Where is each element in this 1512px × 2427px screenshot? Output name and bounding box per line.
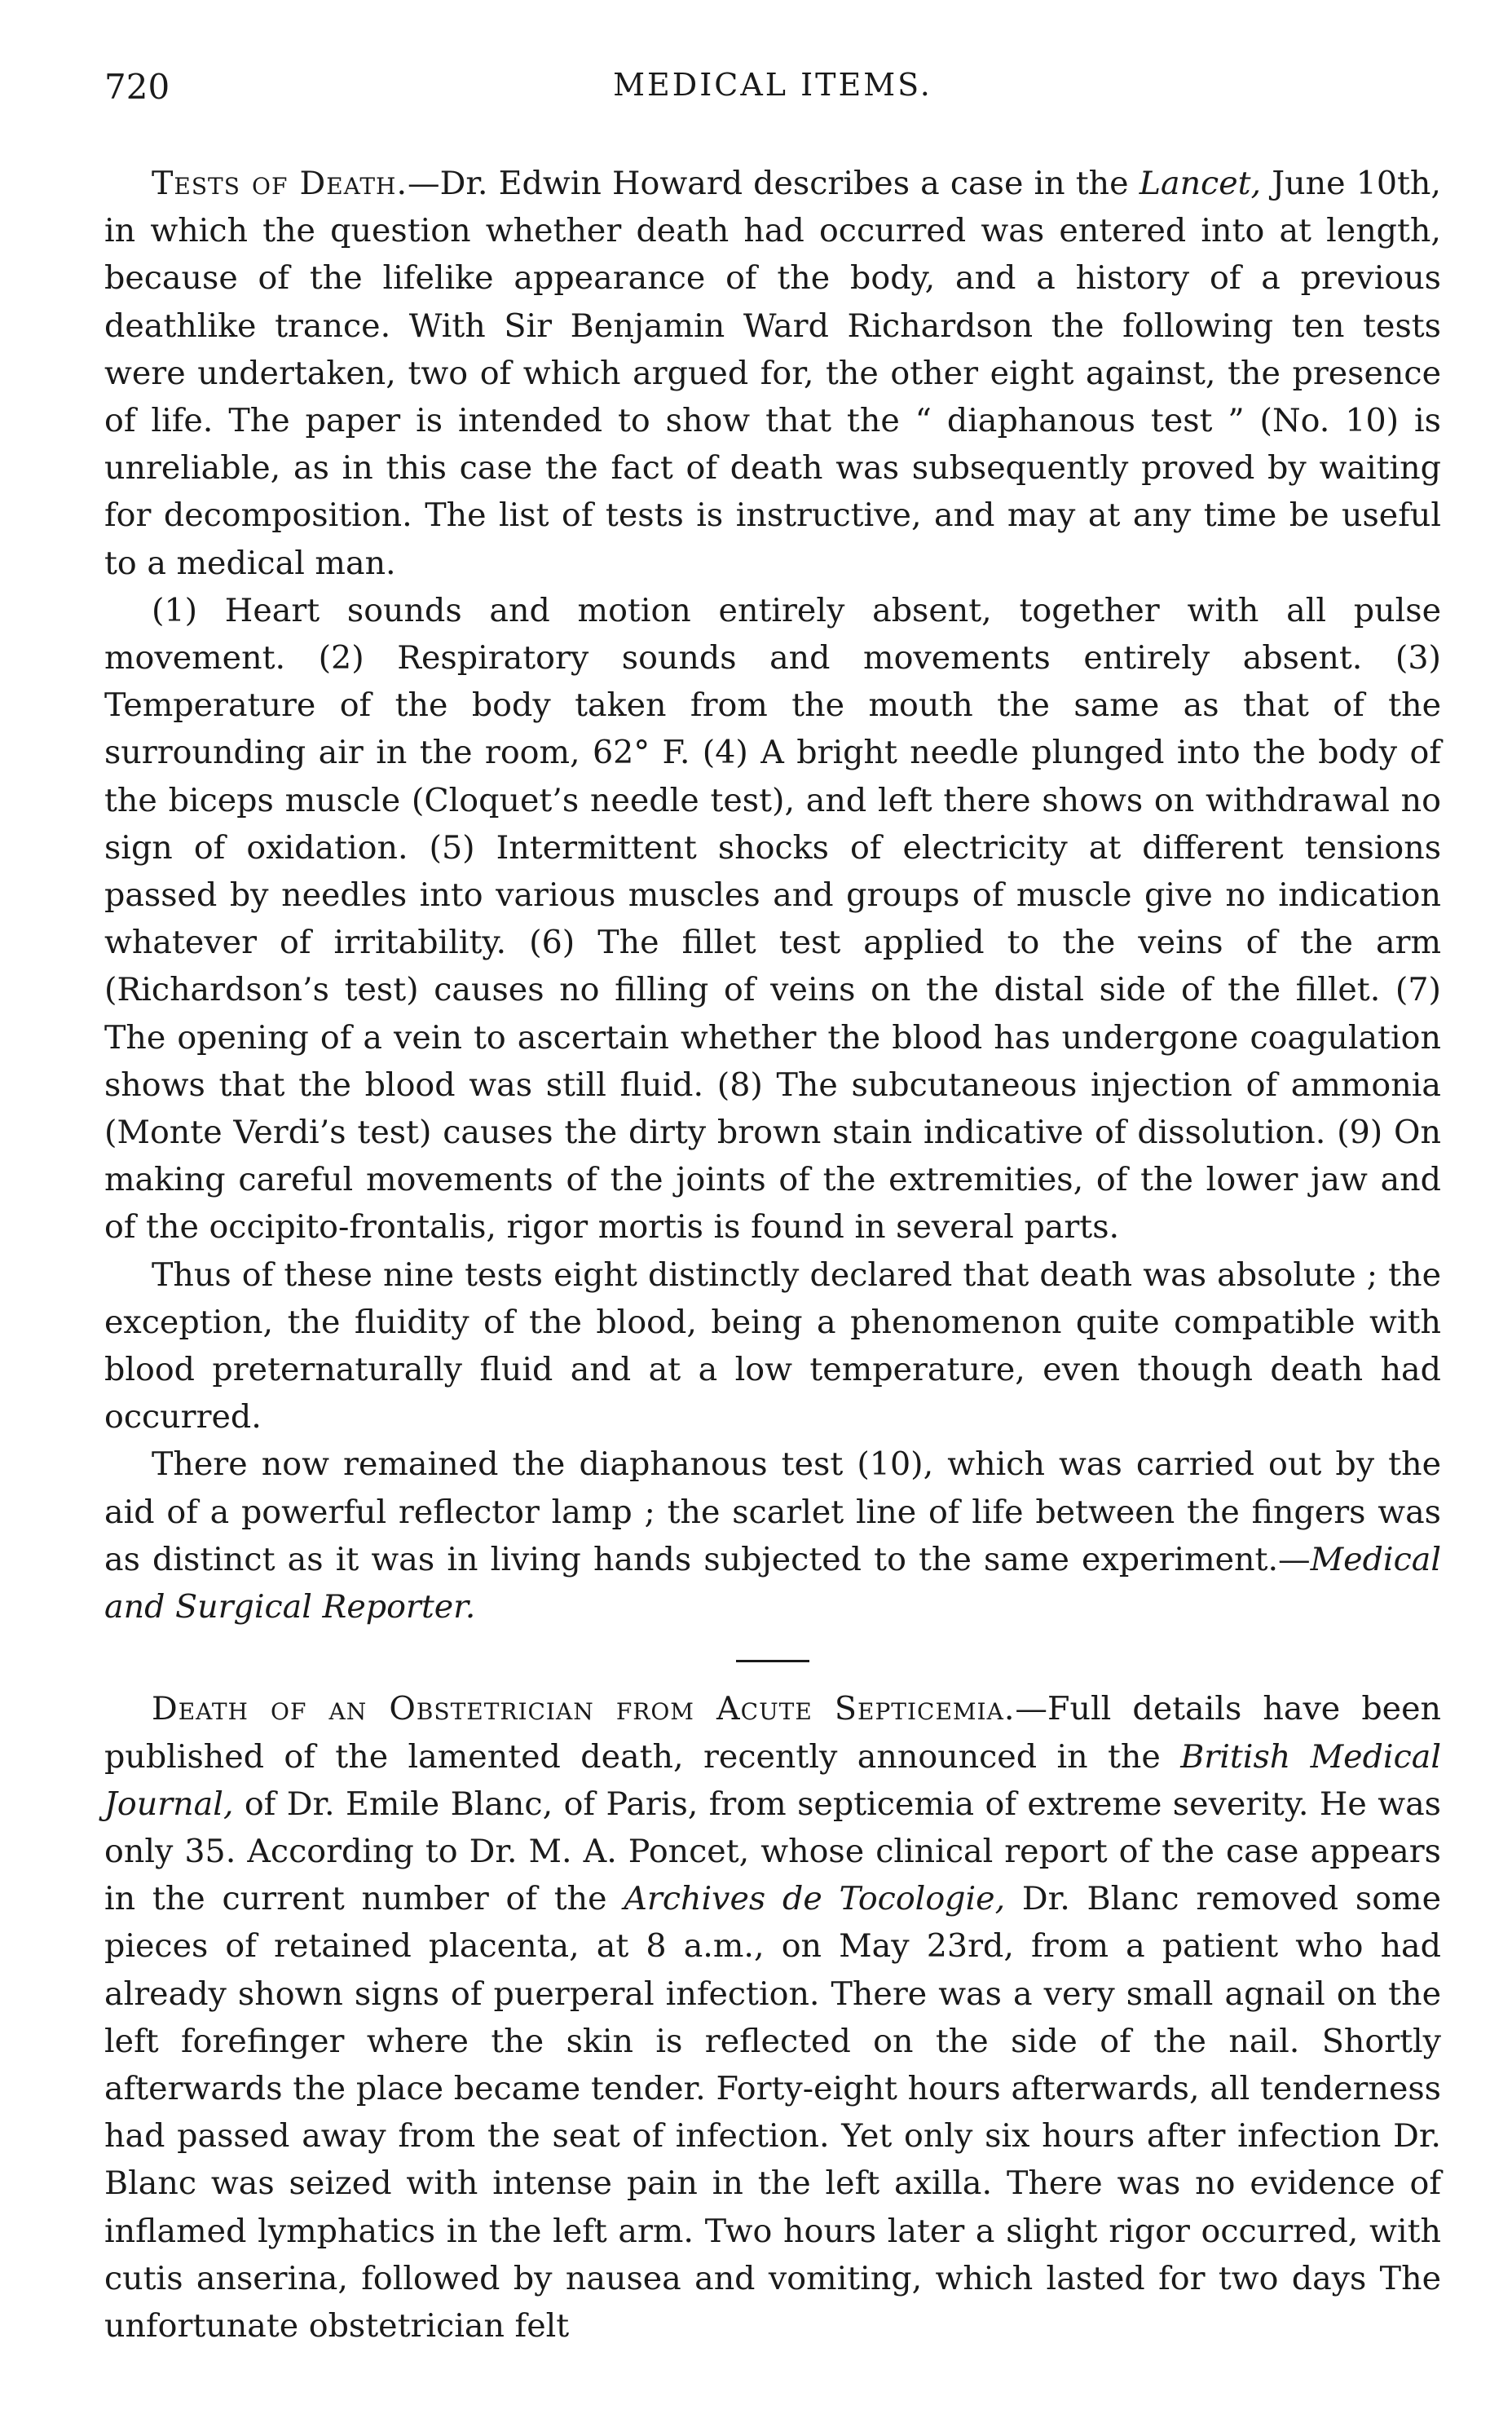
journal-title-bmj: British Medical Journal, — [104, 1737, 1442, 1823]
intro-text-2: June 10th, in which the question whether death had occurred was entered into at length, because of the lifelike appearance of the body, and a history of a previous deathlike trance. With Sir Benjamin Ward Richardson the following ten tests were undertaken, two of which argued for, the other eight against, the presence of life. The paper is intended to show that the “ diaphanous test ” (No. 10) is unreliable, as in this case the fact of death was subsequently proved by waiting for decomposition. The list of tests is instructive, and may at any time be useful to a medical man. — [104, 165, 1441, 582]
intro-text-1: —Dr. Edwin Howard describes a case in the — [408, 165, 1140, 202]
page-body — [104, 160, 1441, 2350]
page-number: 720 — [104, 67, 170, 107]
tests-list-paragraph: (1) Heart sounds and motion entirely absent, together with all pulse movement. (2) Respiratory sounds and movements entirely absent. (3) Temperature of the body taken from the mouth the same as that of the surrounding air in the room, 62° F. (4) A bright needle plunged into the body of the biceps muscle (Cloquet’s needle test), and left there shows on withdrawal no sign of oxidation. (5) Intermittent shocks of electricity at different tensions passed by needles into various muscles and groups of muscle give no indication whatever of irritability. (6) The fillet test applied to the veins of the arm (Richardson’s test) causes no filling of veins on the distal side of the fillet. (7) The opening of a vein to ascertain whether the blood has undergone coagulation shows that the blood was still fluid. (8) The subcutaneous injection of ammonia (Monte Verdi’s test) causes the dirty brown stain indicative of dissolution. (9) On making careful movements of the joints of the extremities, of the lower jaw and of the occipito-frontalis, rigor mortis is found in several parts. — [104, 591, 1441, 1247]
journal-title-lancet: Lancet, — [1139, 165, 1262, 202]
obstetrician-text-3: Dr. Blanc removed some pieces of retained placenta, at 8 a.m., on May 23rd, from a patient who had already shown signs of puerperal infection. There was a very small agnail on the left forefinger where the skin is reflected on the side of the nail. Shortly afterwards the place became tender. Forty-eight hours afterwards, all tenderness had passed away from the seat of infection. Yet only six hours after infection Dr. Blanc was seized with intense pain in the left axilla. There was no evidence of inflamed lymphatics in the left arm. Two hours later a slight rigor occurred, with cutis anserina, followed by nausea and vomiting, which lasted for two days The unfortunate obstetrician felt — [104, 1880, 1441, 2345]
diaphanous-test-text: There now remained the diaphanous test (10), which was carried out by the aid of a powerful reflector lamp ; the scarlet line of life between the fingers was as distinct as it was in living hands subjected to the same experiment.— — [104, 1445, 1441, 1578]
article-heading-obstetrician: Death of an Obstetrician from Acute Septicemia. — [152, 1690, 1016, 1728]
tests-of-death-intro — [104, 160, 1441, 587]
obstetrician-article-paragraph — [104, 1685, 1441, 2350]
section-divider — [736, 1660, 809, 1662]
obstetrician-text-2: of Dr. Emile Blanc, of Paris, from septicemia of extreme severity. He was only 35. According to Dr. M. A. Poncet, whose clinical report of the case appears in the current number of the — [104, 1785, 1441, 1918]
page-header — [104, 67, 1441, 116]
obstetrician-text-1: —Full details have been published of the lamented death, recently announced in the — [104, 1690, 1442, 1776]
source-citation: Medical and Surgical Reporter. — [104, 1540, 1441, 1626]
tests-conclusion-paragraph: Thus of these nine tests eight distinctly declared that death was absolute ; the exception, the fluidity of the blood, being a phenomenon quite compatible with blood preternaturally fluid and at a low temperature, even though death had occurred. — [104, 1255, 1441, 1436]
journal-title-archives: Archives de Tocologie, — [624, 1880, 1006, 1918]
running-head: MEDICAL ITEMS. — [613, 67, 932, 103]
diaphanous-test-paragraph — [104, 1441, 1441, 1631]
article-heading-tests-of-death: Tests of Death. — [152, 165, 408, 202]
